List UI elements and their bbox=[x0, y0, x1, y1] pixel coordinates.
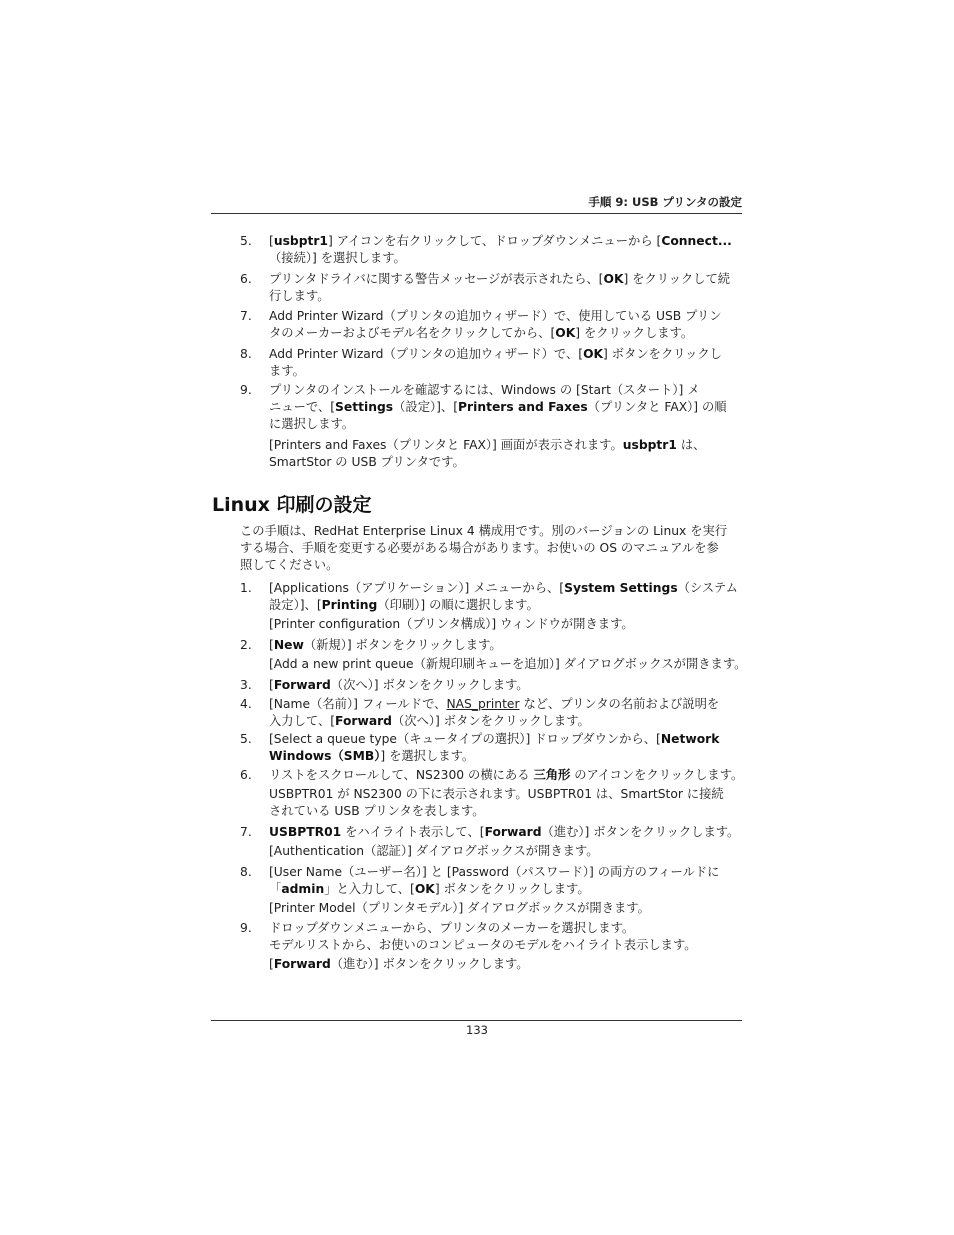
emphasis-text: New bbox=[273, 638, 304, 652]
text-line bbox=[269, 597, 743, 614]
emphasis-text: admin bbox=[281, 882, 325, 896]
text-run: （印刷）] の順に選択します。 bbox=[377, 598, 539, 612]
text-line bbox=[269, 399, 743, 416]
text-run: （設定）]、[ bbox=[393, 400, 459, 414]
text-run: ] アイコンを右クリックして、ドロップダウンメニューから [ bbox=[328, 234, 662, 248]
list-item bbox=[240, 382, 743, 433]
text-run: （新規）] ボタンをクリックします。 bbox=[303, 638, 502, 652]
text-line bbox=[240, 523, 727, 540]
step-text bbox=[269, 677, 743, 694]
section-intro bbox=[240, 523, 727, 574]
step-text bbox=[269, 920, 743, 954]
text-line bbox=[269, 580, 743, 597]
text-line bbox=[269, 325, 743, 342]
list-item bbox=[240, 637, 743, 654]
emphasis-text: Forward bbox=[273, 957, 331, 971]
list-item bbox=[240, 864, 743, 898]
text-run: Add Printer Wizard（プリンタの追加ウィザード）で、[ bbox=[269, 347, 584, 361]
text-run: 「 bbox=[269, 882, 282, 896]
step-text bbox=[269, 346, 743, 380]
step-number: 6. bbox=[240, 768, 252, 782]
step-text bbox=[269, 580, 743, 614]
step-text bbox=[269, 696, 743, 730]
step-number: 6. bbox=[240, 272, 252, 286]
text-run: [Printer configuration（プリンタ構成）] ウィンドウが開きます。 bbox=[269, 617, 634, 631]
text-run: タのメーカーおよびモデル名をクリックしてから、[ bbox=[269, 326, 556, 340]
emphasis-text: OK bbox=[603, 272, 624, 286]
text-run: リストをスクロールして、NS2300 の横にある bbox=[269, 768, 534, 782]
text-line bbox=[269, 937, 743, 954]
step-text bbox=[269, 731, 743, 765]
text-line bbox=[269, 437, 705, 454]
text-line bbox=[269, 824, 743, 841]
step-number: 5. bbox=[240, 234, 252, 248]
text-run: [Printers and Faxes（プリンタと FAX）] 画面が表示されます。 bbox=[269, 438, 623, 452]
emphasis-text: Forward bbox=[273, 678, 331, 692]
step-number: 7. bbox=[240, 309, 252, 323]
emphasis-text: Network bbox=[660, 732, 720, 746]
emphasis-text: 三角形 bbox=[533, 768, 571, 782]
text-line bbox=[269, 382, 743, 399]
step-note bbox=[269, 437, 705, 471]
text-line bbox=[269, 363, 743, 380]
step-note bbox=[269, 843, 599, 860]
text-line bbox=[269, 233, 743, 250]
text-line bbox=[269, 346, 743, 363]
footer-rule bbox=[211, 1020, 742, 1021]
list-item bbox=[240, 271, 743, 305]
list-item bbox=[240, 824, 743, 841]
text-run: する場合、手順を変更する必要がある場合があります。お使いの OS のマニュアルを参 bbox=[240, 541, 719, 555]
emphasis-text: Connect... bbox=[661, 234, 732, 248]
text-line bbox=[269, 803, 724, 820]
text-run: （システム bbox=[677, 581, 738, 595]
emphasis-text: Settings bbox=[335, 400, 394, 414]
text-run: ます。 bbox=[269, 364, 305, 378]
text-run: のアイコンをクリックします。 bbox=[570, 768, 744, 782]
step-number: 3. bbox=[240, 678, 252, 692]
step-text bbox=[269, 824, 743, 841]
text-run: [Applications（アプリケーション）] メニューから、[ bbox=[269, 581, 565, 595]
text-run: されている USB プリンタを表します。 bbox=[269, 804, 485, 818]
step-number: 9. bbox=[240, 921, 252, 935]
text-run: [ bbox=[269, 638, 274, 652]
text-run: 」と入力して、[ bbox=[324, 882, 415, 896]
emphasis-text: Forward bbox=[484, 825, 542, 839]
text-run: など、プリンタの名前および説明を bbox=[519, 697, 720, 711]
text-line bbox=[269, 713, 743, 730]
text-line bbox=[269, 881, 743, 898]
text-line bbox=[269, 864, 743, 881]
list-item bbox=[240, 308, 743, 342]
header-rule bbox=[211, 213, 742, 214]
emphasis-text: Windows（SMB） bbox=[269, 749, 381, 763]
text-run: この手順は、RedHat Enterprise Linux 4 構成用です。別のバージョンの Linux を実行 bbox=[240, 524, 728, 538]
text-run: （進む）] ボタンをクリックします。 bbox=[330, 957, 529, 971]
running-header: 手順 9: USB プリンタの設定 bbox=[588, 195, 742, 209]
text-run: ] ボタンをクリックし bbox=[603, 347, 722, 361]
text-line bbox=[269, 416, 743, 433]
text-run: [Select a queue type（キュータイプの選択）] ドロップダウンから、[ bbox=[269, 732, 661, 746]
text-run: [Authentication（認証）] ダイアログボックスが開きます。 bbox=[269, 844, 599, 858]
page-number: 133 bbox=[466, 1023, 488, 1037]
emphasis-text: OK bbox=[414, 882, 435, 896]
text-line bbox=[269, 250, 743, 267]
text-run: プリンタドライバに関する警告メッセージが表示されたら、[ bbox=[269, 272, 604, 286]
emphasis-text: USBPTR01 bbox=[269, 825, 342, 839]
emphasis-text: usbptr1 bbox=[622, 438, 677, 452]
emphasis-text: Forward bbox=[335, 714, 392, 728]
text-run: Add Printer Wizard（プリンタの追加ウィザード）で、使用している USB プリン bbox=[269, 309, 722, 323]
step-text bbox=[269, 233, 743, 267]
step-text bbox=[269, 767, 743, 784]
step-note bbox=[269, 616, 634, 633]
step-number: 8. bbox=[240, 865, 252, 879]
emphasis-text: Printers and Faxes bbox=[458, 400, 588, 414]
text-run: （プリンタと FAX）] の順 bbox=[587, 400, 727, 414]
list-item bbox=[240, 696, 743, 730]
emphasis-text: OK bbox=[555, 326, 576, 340]
step-text bbox=[269, 864, 743, 898]
text-line bbox=[269, 288, 743, 305]
text-run: （進む）] ボタンをクリックします。 bbox=[541, 825, 740, 839]
step-number: 8. bbox=[240, 347, 252, 361]
text-run: ] をクリックして続 bbox=[623, 272, 731, 286]
text-run: USBPTR01 が NS2300 の下に表示されます。USBPTR01 は、SmartStor に接続 bbox=[269, 787, 724, 801]
text-run: に選択します。 bbox=[269, 417, 355, 431]
text-run: （次へ）] ボタンをクリックします。 bbox=[330, 678, 529, 692]
step-number: 1. bbox=[240, 581, 252, 595]
emphasis-text: usbptr1 bbox=[273, 234, 328, 248]
text-run: ] を選択します。 bbox=[380, 749, 475, 763]
text-run: [Name（名前）] フィールドで、 bbox=[269, 697, 447, 711]
text-run: 入力して、[ bbox=[269, 714, 336, 728]
underlined-text: NAS_printer bbox=[446, 697, 520, 711]
text-run: （接続）] を選択します。 bbox=[269, 251, 406, 265]
step-note bbox=[269, 900, 650, 917]
list-item bbox=[240, 767, 743, 784]
text-line bbox=[269, 748, 743, 765]
text-line bbox=[240, 540, 727, 557]
text-run: ] ボタンをクリックします。 bbox=[434, 882, 590, 896]
step-text bbox=[269, 271, 743, 305]
text-line bbox=[269, 677, 743, 694]
text-run: 照してください。 bbox=[240, 558, 339, 572]
list-item bbox=[240, 920, 743, 954]
list-item bbox=[240, 346, 743, 380]
step-note bbox=[269, 786, 724, 820]
text-run: ドロップダウンメニューから、プリンタのメーカーを選択します。 bbox=[269, 921, 635, 935]
text-line bbox=[269, 767, 743, 784]
text-run: [Add a new print queue（新規印刷キューを追加）] ダイアログボックスが開きます。 bbox=[269, 657, 747, 671]
step-note bbox=[269, 956, 529, 973]
text-line bbox=[269, 271, 743, 288]
text-run: [Printer Model（プリンタモデル）] ダイアログボックスが開きます。 bbox=[269, 901, 650, 915]
text-line bbox=[240, 557, 727, 574]
text-run: [ bbox=[269, 957, 274, 971]
text-line bbox=[269, 637, 743, 654]
emphasis-text: OK bbox=[583, 347, 604, 361]
step-text bbox=[269, 308, 743, 342]
step-note bbox=[269, 656, 746, 673]
list-item bbox=[240, 233, 743, 267]
step-number: 4. bbox=[240, 697, 252, 711]
text-line bbox=[269, 786, 724, 803]
text-line bbox=[269, 696, 743, 713]
text-run: 設定）]、[ bbox=[269, 598, 322, 612]
text-run: （次へ）] ボタンをクリックします。 bbox=[392, 714, 590, 728]
step-number: 9. bbox=[240, 383, 252, 397]
text-run: は、 bbox=[676, 438, 706, 452]
text-line bbox=[269, 731, 743, 748]
text-run: ] をクリックします。 bbox=[575, 326, 694, 340]
section-title: Linux 印刷の設定 bbox=[212, 494, 372, 516]
text-line bbox=[269, 920, 743, 937]
step-number: 5. bbox=[240, 732, 252, 746]
step-text bbox=[269, 637, 743, 654]
text-run: モデルリストから、お使いのコンピュータのモデルをハイライト表示します。 bbox=[269, 938, 697, 952]
emphasis-text: Printing bbox=[321, 598, 378, 612]
text-run: [ bbox=[269, 678, 274, 692]
list-item bbox=[240, 731, 743, 765]
list-item bbox=[240, 677, 743, 694]
step-number: 2. bbox=[240, 638, 252, 652]
text-run: をハイライト表示して、[ bbox=[341, 825, 485, 839]
text-run: [User Name（ユーザー名）] と [Password（パスワード）] の両方のフィールドに bbox=[269, 865, 720, 879]
list-item bbox=[240, 580, 743, 614]
emphasis-text: System Settings bbox=[564, 581, 678, 595]
text-run: ニューで、[ bbox=[269, 400, 336, 414]
step-number: 7. bbox=[240, 825, 252, 839]
text-run: [ bbox=[269, 234, 274, 248]
step-text bbox=[269, 382, 743, 433]
text-run: SmartStor の USB プリンタです。 bbox=[269, 455, 465, 469]
text-line bbox=[269, 308, 743, 325]
text-line bbox=[269, 454, 705, 471]
text-run: 行します。 bbox=[269, 289, 330, 303]
text-run: プリンタのインストールを確認するには、Windows の [Start（スタート）] メ bbox=[269, 383, 700, 397]
